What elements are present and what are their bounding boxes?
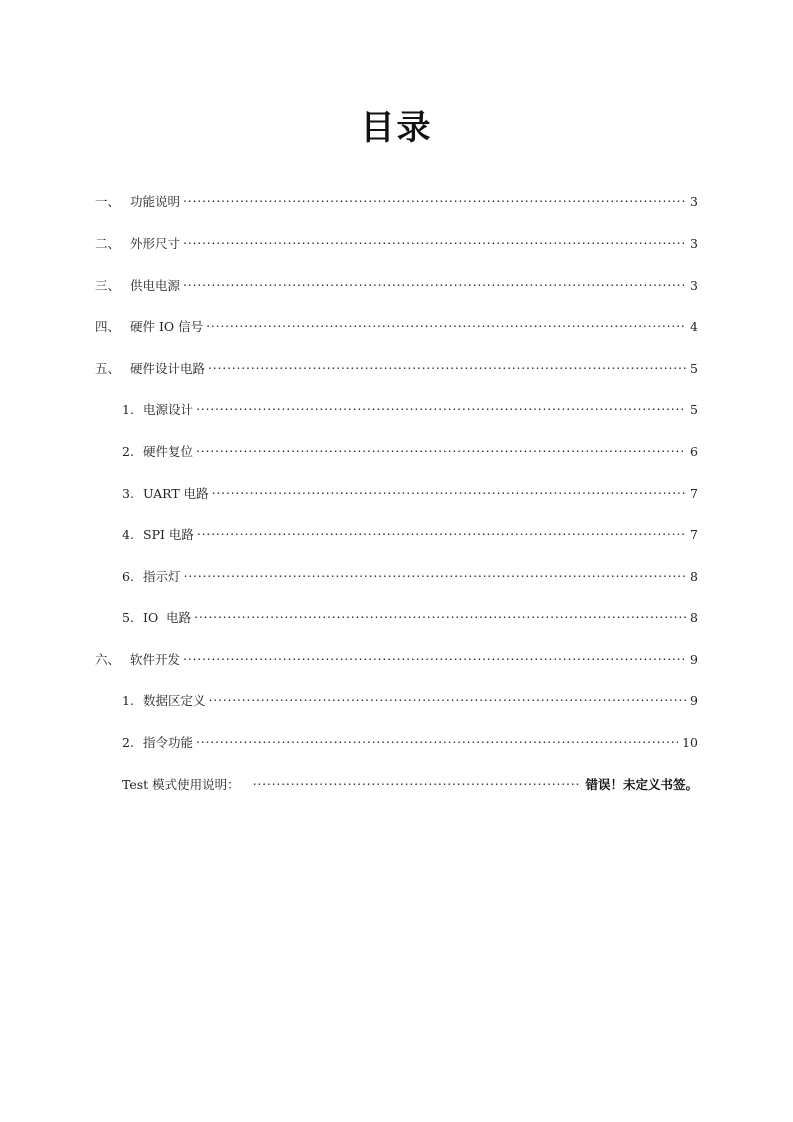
toc-entry-page: 4 — [690, 319, 698, 334]
toc-entry-page: 3 — [690, 278, 698, 293]
toc-entry[interactable] — [122, 773, 698, 792]
toc-leader-dots — [253, 773, 582, 789]
toc-entry[interactable] — [95, 357, 698, 376]
toc-entry-page: 7 — [690, 527, 698, 542]
toc-entry-page: 7 — [690, 486, 698, 501]
toc-leader-dots — [212, 482, 686, 498]
toc-entry-number: 四、 — [95, 319, 121, 334]
toc-title: 目录 — [360, 108, 433, 148]
toc-entry-label: 硬件复位 — [143, 444, 194, 459]
toc-leader-dots — [196, 398, 686, 414]
toc-entry-number: 6. — [122, 569, 134, 584]
toc-entry-label: UART 电路 — [143, 486, 209, 501]
toc-leader-dots — [183, 648, 686, 664]
toc-entry-page-error: 错误！未定义书签。 — [585, 777, 698, 792]
toc-entry-number: 5. — [122, 610, 134, 625]
toc-entry-label: 数据区定义 — [143, 693, 206, 708]
toc-entry-number: 二、 — [95, 236, 121, 251]
toc-entry-label: 软件开发 — [130, 652, 181, 667]
toc-entry[interactable] — [122, 565, 698, 584]
toc-leader-dots — [184, 565, 687, 581]
toc-entry-label: 指示灯 — [143, 569, 181, 584]
toc-entry-page: 10 — [682, 735, 698, 750]
toc-entry-page: 5 — [690, 361, 698, 376]
toc-entry-page: 5 — [690, 402, 698, 417]
toc-entry-page: 3 — [690, 236, 698, 251]
toc-entry-number: 三、 — [95, 278, 121, 293]
toc-entry-page: 3 — [690, 194, 698, 209]
toc-entry[interactable] — [95, 315, 698, 334]
toc-entry-label: 功能说明 — [130, 194, 181, 209]
toc-leader-dots — [194, 606, 686, 622]
toc-entry-number: 1. — [122, 402, 134, 417]
toc-entry-page: 8 — [690, 569, 698, 584]
toc-entry-label: 指令功能 — [143, 735, 194, 750]
toc-leader-dots — [183, 232, 686, 248]
toc-entry-label: 外形尺寸 — [130, 236, 181, 251]
toc-leader-dots — [183, 274, 686, 290]
toc-entry-page: 9 — [690, 693, 698, 708]
toc-entry-number: 3. — [122, 486, 134, 501]
toc-leader-dots — [209, 689, 687, 705]
toc-entry[interactable] — [95, 648, 698, 667]
toc-leader-dots — [197, 523, 686, 539]
toc-leader-dots — [196, 731, 678, 747]
toc-entry-label: IO 电路 — [143, 610, 192, 625]
toc-entry[interactable] — [122, 523, 698, 542]
toc-entry-page: 6 — [690, 444, 698, 459]
toc-entry[interactable] — [95, 232, 698, 251]
toc-entry-label: Test 模式使用说明： — [122, 777, 240, 792]
toc-entry-number: 五、 — [95, 361, 121, 376]
toc-leader-dots — [196, 440, 686, 456]
toc-leader-dots — [183, 190, 686, 206]
toc-entry-number: 2. — [122, 444, 134, 459]
toc-entry-number: 2. — [122, 735, 134, 750]
toc-entry[interactable] — [122, 440, 698, 459]
toc-leader-dots — [206, 315, 686, 331]
toc-entry-number: 1. — [122, 693, 134, 708]
toc-entry-number: 一、 — [95, 194, 121, 209]
toc-entry[interactable] — [122, 606, 698, 625]
toc-entry[interactable] — [122, 398, 698, 417]
toc-entry-label: 硬件 IO 信号 — [130, 319, 204, 334]
toc-entry[interactable] — [122, 731, 698, 750]
toc-entry-number: 4. — [122, 527, 134, 542]
toc-entry[interactable] — [122, 689, 698, 708]
toc-entry-number: 六、 — [95, 652, 121, 667]
toc-leader-dots — [208, 357, 686, 373]
toc-entry[interactable] — [95, 274, 698, 293]
toc-entry-label: 硬件设计电路 — [130, 361, 206, 376]
toc-entry[interactable] — [122, 482, 698, 501]
toc-entry-label: SPI 电路 — [143, 527, 194, 542]
toc-entry-page: 8 — [690, 610, 698, 625]
toc-entry-label: 电源设计 — [143, 402, 194, 417]
toc-entry[interactable] — [95, 190, 698, 209]
toc-entry-label: 供电电源 — [130, 278, 181, 293]
toc-entry-page: 9 — [690, 652, 698, 667]
